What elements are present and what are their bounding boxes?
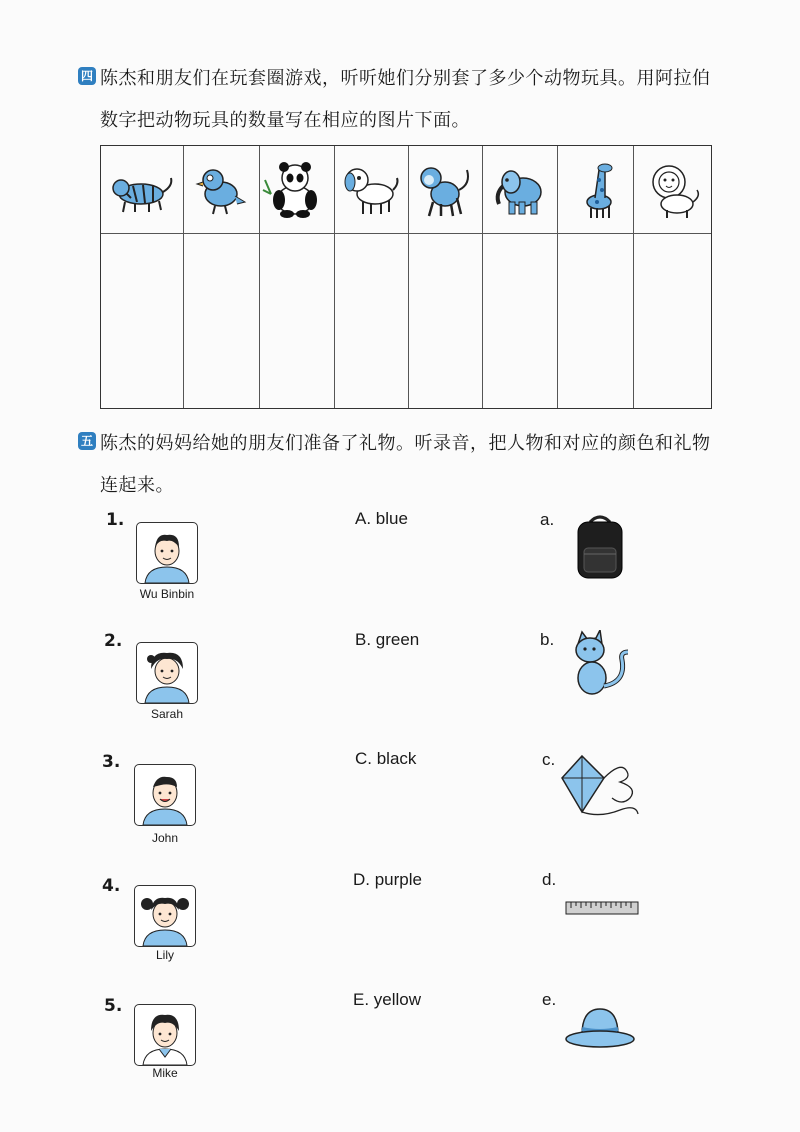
object-e-letter: e.: [542, 990, 557, 1009]
girl-avatar-icon: [137, 643, 197, 703]
object-a-letter: a.: [540, 510, 555, 529]
person-3-portrait[interactable]: [134, 764, 196, 826]
monkey-icon: [411, 160, 477, 220]
person-4-portrait[interactable]: [134, 885, 196, 947]
lion-icon: [641, 160, 707, 220]
girl-avatar-icon: [135, 886, 195, 946]
person-2-portrait[interactable]: [136, 642, 198, 704]
object-d-letter: d.: [542, 870, 557, 889]
section-5-badge: 五: [78, 432, 96, 450]
panda-icon: [261, 160, 327, 220]
color-option-c[interactable]: C. black: [355, 749, 417, 768]
section-4-instruction-line1: 陈杰和朋友们在玩套圈游戏，听听她们分别套了多少个动物玩具。用阿拉伯: [100, 68, 711, 89]
section-4-badge: 四: [78, 67, 96, 85]
person-2-number: 2.: [104, 631, 123, 651]
bird-icon: [187, 160, 253, 220]
object-b-letter: b.: [540, 630, 555, 649]
person-2-name: Sarah: [150, 707, 184, 721]
boy-avatar-icon: [135, 765, 195, 825]
color-option-e[interactable]: E. yellow: [353, 990, 422, 1009]
elephant-icon: [487, 160, 553, 220]
person-5-name: Mike: [152, 1066, 178, 1080]
person-1-number: 1.: [106, 510, 125, 530]
person-1-name: Wu Binbin: [139, 587, 195, 601]
animal-count-table: [100, 145, 712, 409]
tiger-icon: [109, 160, 175, 220]
section-4-instruction-line2: 数字把动物玩具的数量写在相应的图片下面。: [100, 110, 470, 131]
person-1-portrait[interactable]: [136, 522, 198, 584]
boy-avatar-icon: [137, 523, 197, 583]
person-3-name: John: [151, 831, 179, 845]
cat-icon[interactable]: [568, 630, 632, 700]
object-c-letter: c.: [542, 750, 556, 769]
kite-icon[interactable]: [560, 752, 642, 822]
person-4-number: 4.: [102, 876, 121, 896]
boy-avatar-icon: [135, 1005, 195, 1065]
section-5-instruction-line2: 连起来。: [100, 475, 174, 496]
backpack-icon[interactable]: [572, 514, 628, 582]
ruler-icon[interactable]: [565, 900, 639, 916]
person-4-name: Lily: [155, 948, 174, 962]
giraffe-icon: [567, 160, 633, 220]
person-3-number: 3.: [102, 752, 121, 772]
color-option-d[interactable]: D. purple: [353, 870, 422, 889]
section-5-instruction-line1: 陈杰的妈妈给她的朋友们准备了礼物。听录音，把人物和对应的颜色和礼物: [100, 433, 711, 454]
hat-icon[interactable]: [564, 1005, 636, 1051]
color-option-b[interactable]: B. green: [355, 630, 420, 649]
person-5-portrait[interactable]: [134, 1004, 196, 1066]
dog-icon: [337, 160, 403, 220]
color-option-a[interactable]: A. blue: [355, 509, 408, 528]
person-5-number: 5.: [104, 996, 123, 1016]
